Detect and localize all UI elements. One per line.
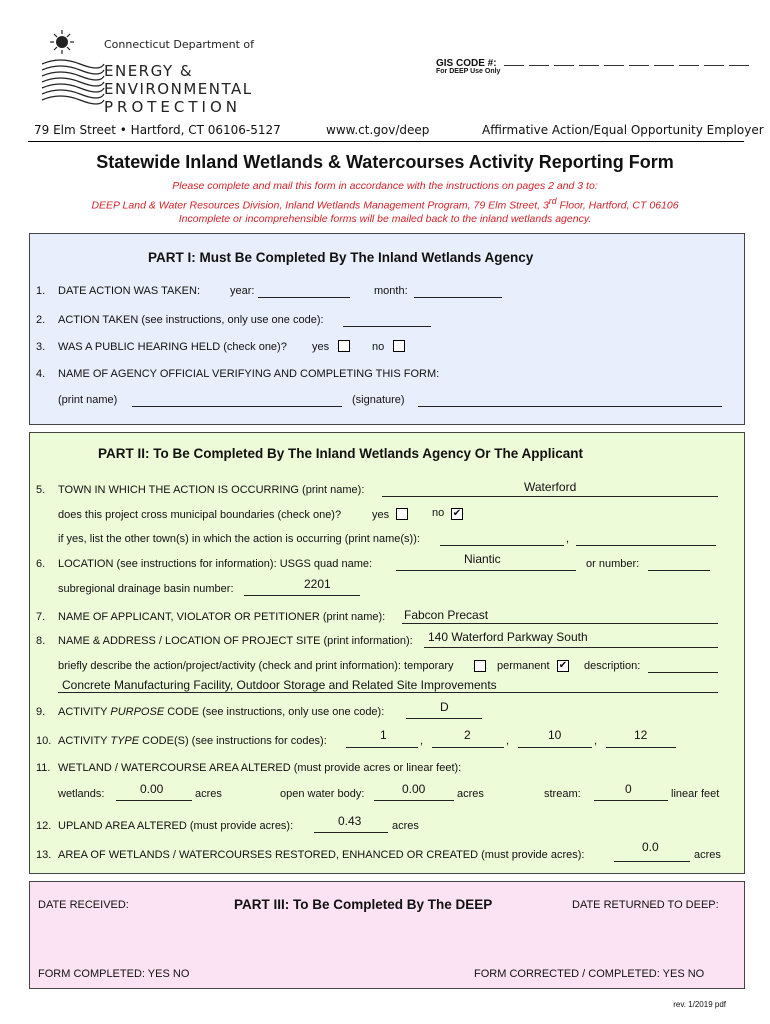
date-received-label: DATE RECEIVED: xyxy=(38,899,129,911)
q5-town-value: Waterford xyxy=(524,480,577,494)
q8-permanent-checkbox[interactable]: ✔ xyxy=(558,660,568,671)
q8-temporary-checkbox[interactable] xyxy=(474,660,486,672)
q5-num: 5. xyxy=(36,484,46,496)
deep-logo xyxy=(40,28,255,118)
dept-name-line-3: PROTECTION xyxy=(104,98,242,116)
q1-month-label: month: xyxy=(374,285,408,297)
dept-name-line-2: ENVIRONMENTAL xyxy=(104,80,253,98)
gis-digit-1[interactable] xyxy=(504,56,524,66)
gis-digit-5[interactable] xyxy=(604,56,624,66)
q11-open-water-value: 0.00 xyxy=(402,782,426,796)
q5-label: TOWN IN WHICH THE ACTION IS OCCURRING (print name): xyxy=(58,484,365,496)
q6-or-number-label: or number: xyxy=(586,558,640,570)
q5-no-checkbox[interactable]: ✔ xyxy=(452,508,462,519)
q8-label: NAME & ADDRESS / LOCATION OF PROJECT SITE (print information): xyxy=(58,635,413,647)
part-1-heading: PART I: Must Be Completed By The Inland Wetlands Agency xyxy=(148,250,534,265)
q5-yes-label: yes xyxy=(372,509,390,521)
gis-digit-10[interactable] xyxy=(729,56,749,66)
instructions-line-3: Incomplete or incomprehensible forms will be mailed back to the inland wetlands agency. xyxy=(178,213,592,225)
q5-yes-checkbox[interactable] xyxy=(396,508,408,520)
q8-description-field[interactable] xyxy=(648,660,718,673)
q11-stream-value: 0 xyxy=(625,782,632,796)
part-2-section xyxy=(29,432,745,874)
q6-quad-value: Niantic xyxy=(464,552,501,566)
q13-restored-value: 0.0 xyxy=(642,840,659,854)
gis-digit-4[interactable] xyxy=(579,56,599,66)
form-completed-label: FORM COMPLETED: YES NO xyxy=(38,968,190,980)
q7-label: NAME OF APPLICANT, VIOLATOR OR PETITIONER (print name): xyxy=(58,611,386,623)
q5-other-town-1[interactable] xyxy=(440,533,564,546)
q10-comma-3: , xyxy=(594,735,598,747)
q12-upland-value: 0.43 xyxy=(338,814,362,828)
form-corrected-label: FORM CORRECTED / COMPLETED: YES NO xyxy=(474,968,705,980)
q3-yes-checkbox[interactable] xyxy=(338,340,350,352)
q10-label-em: TYPE xyxy=(110,735,140,747)
q10-comma-1: , xyxy=(420,735,424,747)
address: 79 Elm Street • Hartford, CT 06106-5127 xyxy=(34,123,281,137)
q9-label-a: ACTIVITY xyxy=(58,706,111,718)
q10-label-b: CODE(S) (see instructions for codes): xyxy=(139,735,327,747)
q5-towns-label: if yes, list the other town(s) in which the action is occurring (print name(s)): xyxy=(58,533,420,545)
q12-num: 12. xyxy=(36,820,52,832)
q4-print-name-label: (print name) xyxy=(58,394,118,406)
q3-no-checkbox[interactable] xyxy=(393,340,405,352)
q6-number-field[interactable] xyxy=(648,558,710,571)
q10-type-value-2: 2 xyxy=(464,728,471,742)
q11-linear-feet: linear feet xyxy=(671,788,720,800)
q9-purpose-value: D xyxy=(440,700,449,714)
q9-label-b: CODE (see instructions, only use one code): xyxy=(164,706,385,718)
q2-num: 2. xyxy=(36,314,46,326)
q1-year-label: year: xyxy=(230,285,255,297)
q8-num: 8. xyxy=(36,635,46,647)
q5-other-town-2[interactable] xyxy=(576,533,716,546)
q5-no-label: no xyxy=(432,507,445,519)
q10-num: 10. xyxy=(36,735,52,747)
q4-signature-label: (signature) xyxy=(352,394,405,406)
header-divider xyxy=(28,141,744,142)
q1-month-field[interactable] xyxy=(414,285,502,298)
gis-digit-9[interactable] xyxy=(704,56,724,66)
gis-digit-8[interactable] xyxy=(679,56,699,66)
q10-type-value-4: 12 xyxy=(634,728,648,742)
q1-label: DATE ACTION WAS TAKEN: xyxy=(58,285,201,297)
q1-year-field[interactable] xyxy=(258,285,350,298)
q13-acres: acres xyxy=(694,849,721,861)
q9-label xyxy=(58,706,384,718)
q11-num: 11. xyxy=(36,762,51,774)
q4-num: 4. xyxy=(36,368,46,380)
q8-permanent-label: permanent xyxy=(497,660,550,672)
q6-label: LOCATION (see instructions for information): USGS quad name: xyxy=(58,558,373,570)
q4-signature-field[interactable] xyxy=(418,394,722,407)
q8-site-value: 140 Waterford Parkway South xyxy=(428,630,588,644)
q6-basin-value: 2201 xyxy=(304,577,331,591)
q4-print-name-field[interactable] xyxy=(132,394,342,407)
gis-digit-3[interactable] xyxy=(554,56,574,66)
q10-type-value-3: 10 xyxy=(548,728,562,742)
q2-label: ACTION TAKEN (see instructions, only use one code): xyxy=(58,314,324,326)
gis-code-label: GIS CODE #: xyxy=(436,58,497,69)
instructions-line-2 xyxy=(0,196,770,212)
q3-num: 3. xyxy=(36,341,46,353)
dept-line: Connecticut Department of xyxy=(104,38,255,51)
gis-digit-6[interactable] xyxy=(629,56,649,66)
q10-type-value-1: 1 xyxy=(380,728,387,742)
q8-description-value: Concrete Manufacturing Facility, Outdoor Storage and Related Site Improvements xyxy=(62,678,497,692)
q7-applicant-value: Fabcon Precast xyxy=(404,608,489,622)
gis-digit-2[interactable] xyxy=(529,56,549,66)
instructions-line-2a: DEEP Land & Water Resources Division, Inland Wetlands Management Program, 79 Elm Street, 3 xyxy=(91,199,549,212)
dept-name-line-1: ENERGY & xyxy=(104,62,194,80)
revision-note: rev. 1/2019 pdf xyxy=(673,1000,726,1009)
q12-label: UPLAND AREA ALTERED (must provide acres): xyxy=(58,820,294,832)
q5-cross-label: does this project cross municipal boundaries (check one)? xyxy=(58,509,342,521)
q6-basin-field[interactable] xyxy=(244,583,360,596)
q11-open-water-acres: acres xyxy=(457,788,484,800)
q11-wetlands-label: wetlands: xyxy=(58,788,105,800)
eeo-statement: Affirmative Action/Equal Opportunity Employer xyxy=(482,123,764,137)
q11-open-water-label: open water body: xyxy=(280,788,365,800)
q11-label: WETLAND / WATERCOURSE AREA ALTERED (must provide acres or linear feet): xyxy=(58,762,462,774)
part-3-heading: PART III: To Be Completed By The DEEP xyxy=(234,897,493,912)
q11-stream-label: stream: xyxy=(544,788,581,800)
q10-comma-2: , xyxy=(506,735,510,747)
q8-describe-label: briefly describe the action/project/activity (check and print information): temporary xyxy=(58,660,454,672)
q5-towns-comma: , xyxy=(566,533,570,545)
instructions-line-1: Please complete and mail this form in accordance with the instructions on pages 2 and 3 to: xyxy=(172,180,598,192)
q4-label: NAME OF AGENCY OFFICIAL VERIFYING AND COMPLETING THIS FORM: xyxy=(58,368,440,380)
q10-label xyxy=(58,735,327,747)
q10-label-a: ACTIVITY xyxy=(58,735,111,747)
q11-wetlands-acres: acres xyxy=(195,788,222,800)
form-title: Statewide Inland Wetlands & Watercourses Activity Reporting Form xyxy=(96,152,674,172)
instructions-sup: rd xyxy=(548,196,557,206)
q2-action-field[interactable] xyxy=(343,314,431,327)
q7-num: 7. xyxy=(36,611,46,623)
instructions-line-2b: Floor, Hartford, CT 06106 xyxy=(556,199,679,212)
q6-num: 6. xyxy=(36,558,46,570)
q1-num: 1. xyxy=(36,285,46,297)
q9-label-em: PURPOSE xyxy=(110,706,165,718)
q3-no-label: no xyxy=(372,341,385,353)
q12-acres: acres xyxy=(392,820,419,832)
q3-label: WAS A PUBLIC HEARING HELD (check one)? xyxy=(58,341,287,353)
q3-yes-label: yes xyxy=(312,341,330,353)
q13-label: AREA OF WETLANDS / WATERCOURSES RESTORED, ENHANCED OR CREATED (must provide acres): xyxy=(58,849,585,861)
date-returned-label: DATE RETURNED TO DEEP: xyxy=(572,899,719,911)
part-2-heading: PART II: To Be Completed By The Inland Wetlands Agency Or The Applicant xyxy=(98,446,584,461)
q6-basin-label: subregional drainage basin number: xyxy=(58,583,234,595)
gis-code-sub: For DEEP Use Only xyxy=(436,68,501,75)
q11-wetlands-value: 0.00 xyxy=(140,782,164,796)
q13-num: 13. xyxy=(36,849,52,861)
q9-num: 9. xyxy=(36,706,46,718)
gis-digit-7[interactable] xyxy=(654,56,674,66)
q8-description-label: description: xyxy=(584,660,641,672)
website: www.ct.gov/deep xyxy=(326,123,430,137)
